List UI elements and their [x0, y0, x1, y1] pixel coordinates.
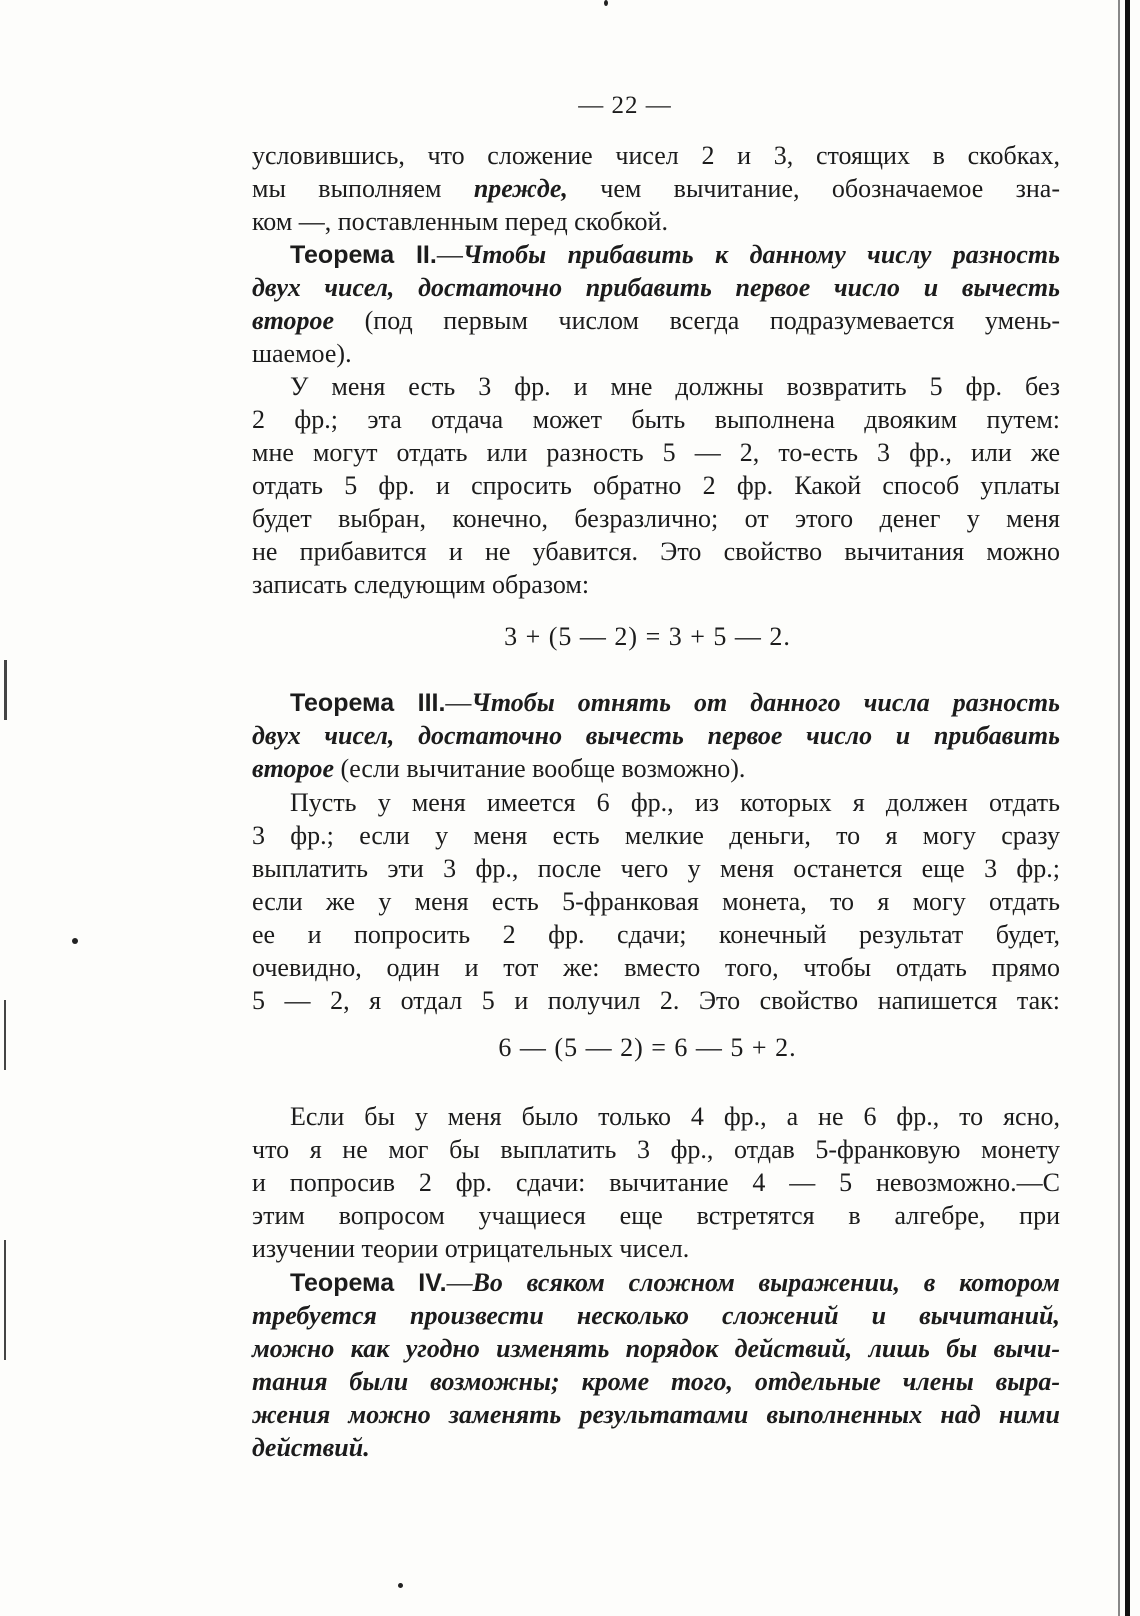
text-line: очевидно, один и тот же: вместо того, чтобы отдать прямо: [252, 953, 1060, 982]
text-line: Если бы у меня было только 4 фр., а не 6 фр., то ясно,: [290, 1102, 1060, 1131]
theorem-statement: Во всяком сложном выражении, в котором: [472, 1268, 1060, 1297]
text-line: условившись, что сложение чисел 2 и 3, стоящих в скобках,: [252, 141, 1060, 170]
theorem-statement: двух чисел, достаточно вычесть первое число и прибавить: [252, 721, 1060, 750]
scan-speck: [604, 0, 608, 6]
text-line: Пусть у меня имеется 6 фр., из которых я должен отдать: [290, 788, 1060, 817]
scan-speck: [72, 938, 78, 944]
theorem-note: (под первым числом всегда подразумевается умень-: [364, 306, 1060, 335]
text-line: [252, 1398, 1060, 1431]
text-line: [252, 1332, 1060, 1365]
formula-theorem-3: 6 — (5 — 2) = 6 — 5 + 2.: [498, 1033, 797, 1062]
page-number: — 22 —: [578, 92, 672, 119]
theorem-statement: Чтобы прибавить к данному числу разность: [462, 240, 1060, 269]
theorem-3-explanation: [252, 786, 1060, 1017]
text-line: будет выбран, конечно, безразлично; от этого денег у меня: [252, 504, 1060, 533]
em-dash: —: [436, 240, 463, 269]
text-line: [252, 1431, 1060, 1464]
theorem-statement: можно как угодно изменять порядок действий, лишь бы вычи-: [252, 1334, 1060, 1363]
text-line: ее и попросить 2 фр. сдачи; конечный результат будет,: [252, 920, 1060, 949]
intro-paragraph: [252, 140, 1060, 239]
text-line: что я не мог бы выплатить 3 фр., отдав 5-франковую монету: [252, 1135, 1060, 1164]
theorem-statement: жения можно заменять результатами выполненных над ними: [252, 1400, 1060, 1429]
text-line: [252, 304, 1060, 337]
text-line: и попросив 2 фр. сдачи: вычитание 4 — 5 невозможно.—С: [252, 1168, 1060, 1197]
text-line: [252, 271, 1060, 304]
theorem-heading: Теорема IV.: [290, 1269, 447, 1297]
theorem-statement: требуется произвести несколько сложений и вычитаний,: [252, 1301, 1060, 1330]
em-dash: —: [445, 688, 472, 717]
page-binding-shadow: [1118, 0, 1120, 1616]
text-line: изучении теории отрицательных чисел.: [252, 1234, 690, 1263]
text-line: [252, 719, 1060, 752]
scan-artifact-left: [4, 1240, 6, 1360]
text-fragment: чем вычитание, обозначаемое зна-: [600, 174, 1061, 203]
text-line: [252, 1266, 1060, 1299]
text-line: [252, 752, 1060, 785]
theorem-3-followup: [252, 1100, 1060, 1265]
theorem-2: [252, 238, 1060, 370]
text-line: этим вопросом учащиеся еще встретятся в алгебре, при: [252, 1201, 1060, 1230]
text-line: [252, 1299, 1060, 1332]
theorem-statement: действий.: [252, 1433, 370, 1462]
em-dash: —: [446, 1268, 473, 1297]
text-line: [252, 173, 1060, 206]
formula-theorem-2: 3 + (5 — 2) = 3 + 5 — 2.: [504, 622, 791, 651]
theorem-2-explanation: [252, 370, 1060, 601]
page-binding-edge: [1125, 0, 1130, 1616]
text-line: [252, 1365, 1060, 1398]
theorem-statement: тания были возможны; кроме того, отдельные члены выра-: [252, 1367, 1060, 1396]
text-line: 2 фр.; эта отдача может быть выполнена двояким путем:: [252, 405, 1060, 434]
theorem-heading: Теорема II.: [290, 241, 437, 269]
text-line: если же у меня есть 5-франковая монета, то я могу отдать: [252, 887, 1060, 916]
text-line: 5 — 2, я отдал 5 и получил 2. Это свойство напишется так:: [252, 986, 1060, 1015]
theorem-3: [252, 686, 1060, 785]
text-line: [252, 686, 1060, 719]
scan-artifact-left: [4, 660, 7, 720]
theorem-statement: второе: [252, 754, 335, 783]
text-line: не прибавится и не убавится. Это свойство вычитания можно: [252, 537, 1060, 566]
text-line: шаемое).: [252, 339, 352, 368]
text-line: выплатить эти 3 фр., после чего у меня останется еще 3 фр.;: [252, 854, 1060, 883]
text-line: мне могут отдать или разность 5 — 2, то-есть 3 фр., или же: [252, 438, 1060, 467]
text-line: У меня есть 3 фр. и мне должны возвратить 5 фр. без: [290, 372, 1060, 401]
scan-speck: [398, 1583, 403, 1588]
text-line: 3 фр.; если у меня есть мелкие деньги, то я могу сразу: [252, 821, 1060, 850]
theorem-4: [252, 1266, 1060, 1464]
text-line: ком —, поставленным перед скобкой.: [252, 207, 668, 236]
text-line: записать следующим образом:: [252, 570, 590, 599]
text-line: отдать 5 фр. и спросить обратно 2 фр. Какой способ уплаты: [252, 471, 1060, 500]
theorem-statement: второе: [252, 306, 335, 335]
theorem-note: (если вычитание вообще возможно).: [340, 754, 746, 783]
emphasis-text: прежде,: [473, 174, 568, 203]
theorem-statement: Чтобы отнять от данного числа разность: [471, 688, 1060, 717]
text-fragment: мы выполняем: [252, 174, 442, 203]
theorem-statement: двух чисел, достаточно прибавить первое число и вычесть: [252, 273, 1060, 302]
text-line: [252, 238, 1060, 271]
theorem-heading: Теорема III.: [290, 689, 446, 717]
